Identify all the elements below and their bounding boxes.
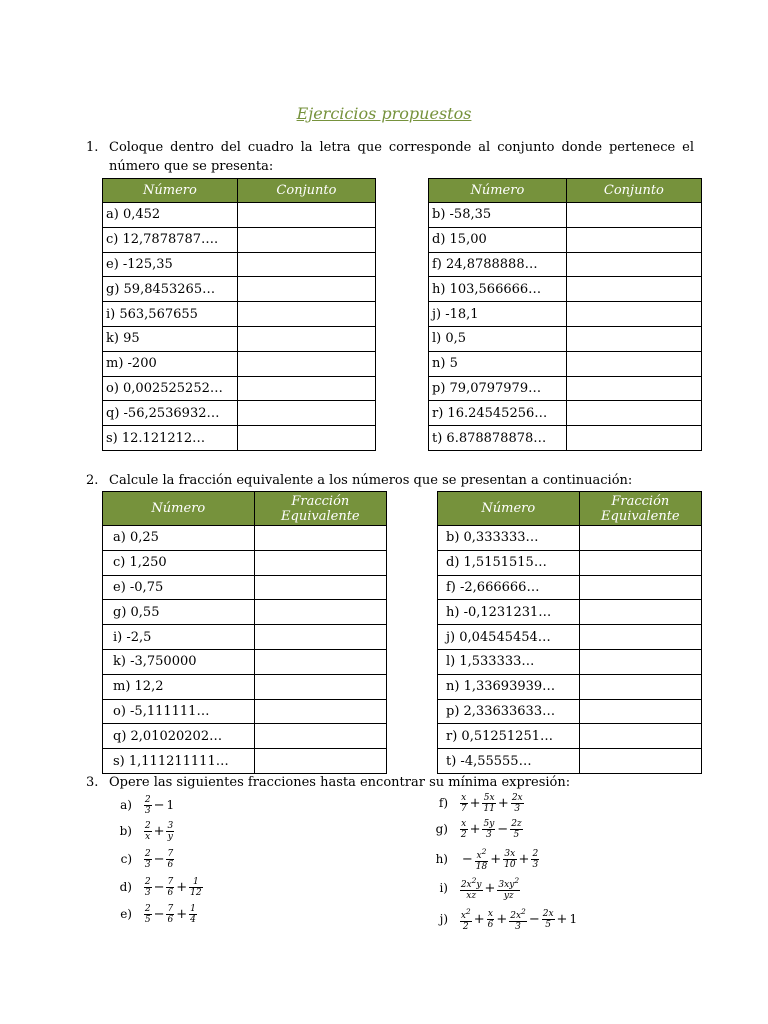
table-row bbox=[103, 550, 387, 575]
number-cell: r) 16.24545256… bbox=[429, 401, 567, 426]
answer-cell[interactable] bbox=[579, 550, 701, 575]
answer-cell[interactable] bbox=[579, 526, 701, 551]
table-row bbox=[103, 600, 387, 625]
number-cell: p) 79,0797979… bbox=[429, 376, 567, 401]
exercise-g: g) $\frac{x}{2}$ + $\frac{5y}{3}$ − $\frac{2z}{5}$ bbox=[428, 819, 523, 840]
column-header-numero: Número bbox=[103, 179, 238, 203]
table-row bbox=[429, 252, 702, 277]
table-row bbox=[103, 326, 376, 351]
answer-cell[interactable] bbox=[254, 674, 386, 699]
answer-cell[interactable] bbox=[566, 277, 701, 302]
table-row bbox=[103, 277, 376, 302]
number-cell: j) 0,04545454… bbox=[438, 625, 580, 650]
table-row bbox=[429, 203, 702, 228]
question-text: Coloque dentro del cuadro la letra que corresponde al conjunto donde pertenece el número que se presenta: bbox=[109, 140, 694, 174]
exercise-e: e) $\frac{2}{5}$ − $\frac{7}{6}$ + $\frac{1}{4}$ bbox=[112, 904, 197, 925]
answer-cell[interactable] bbox=[237, 227, 375, 252]
exercise-label: b) bbox=[119, 824, 132, 838]
answer-cell[interactable] bbox=[579, 674, 701, 699]
number-cell: m) 12,2 bbox=[103, 674, 255, 699]
answer-cell[interactable] bbox=[579, 600, 701, 625]
exercise-a: a) $\frac{2}{3}$ − 1 bbox=[112, 795, 174, 816]
table-row bbox=[103, 227, 376, 252]
table-row bbox=[429, 376, 702, 401]
table-row bbox=[103, 351, 376, 376]
answer-cell[interactable] bbox=[237, 277, 375, 302]
answer-cell[interactable] bbox=[254, 550, 386, 575]
table-row bbox=[103, 749, 387, 774]
table-row bbox=[103, 674, 387, 699]
answer-cell[interactable] bbox=[237, 326, 375, 351]
number-cell: i) 563,567655 bbox=[103, 302, 238, 327]
number-cell: e) -125,35 bbox=[103, 252, 238, 277]
exercise-label: i) bbox=[439, 881, 448, 895]
answer-cell[interactable] bbox=[237, 426, 375, 451]
answer-cell[interactable] bbox=[579, 575, 701, 600]
answer-cell[interactable] bbox=[254, 625, 386, 650]
answer-cell[interactable] bbox=[237, 203, 375, 228]
number-cell: b) -58,35 bbox=[429, 203, 567, 228]
table-row bbox=[438, 674, 702, 699]
table-row bbox=[438, 550, 702, 575]
table-q2-right bbox=[437, 491, 702, 774]
number-cell: l) 0,5 bbox=[429, 326, 567, 351]
answer-cell[interactable] bbox=[566, 203, 701, 228]
number-cell: s) 12.121212… bbox=[103, 426, 238, 451]
number-cell: s) 1,111211111… bbox=[103, 749, 255, 774]
table-row bbox=[429, 351, 702, 376]
number-cell: n) 1,33693939… bbox=[438, 674, 580, 699]
exercise-label: d) bbox=[119, 880, 132, 894]
question-number: 2. bbox=[86, 473, 99, 488]
exercise-d: d) $\frac{2}{3}$ − $\frac{7}{6}$ + $\frac{1}{12}$ bbox=[112, 877, 203, 898]
number-cell: m) -200 bbox=[103, 351, 238, 376]
number-cell: t) 6.878878878… bbox=[429, 426, 567, 451]
table-row bbox=[103, 203, 376, 228]
question-3 bbox=[86, 773, 694, 792]
answer-cell[interactable] bbox=[579, 625, 701, 650]
number-cell: i) -2,5 bbox=[103, 625, 255, 650]
exercise-label: h) bbox=[435, 852, 448, 866]
number-cell: t) -4,55555… bbox=[438, 749, 580, 774]
number-cell: h) 103,566666… bbox=[429, 277, 567, 302]
table-row bbox=[438, 600, 702, 625]
answer-cell[interactable] bbox=[237, 401, 375, 426]
table-row bbox=[103, 625, 387, 650]
table-row bbox=[103, 252, 376, 277]
number-cell: g) 59,8453265… bbox=[103, 277, 238, 302]
table-row bbox=[429, 227, 702, 252]
number-cell: k) 95 bbox=[103, 326, 238, 351]
number-cell: j) -18,1 bbox=[429, 302, 567, 327]
exercise-j: j) $\frac{x^2}{2}$ + $\frac{x}{6}$ + $\frac{2x^2}{3}$ − $\frac{2x}{5}$ + 1 bbox=[428, 907, 577, 932]
number-cell: q) 2,01020202… bbox=[103, 724, 255, 749]
question-1 bbox=[86, 138, 694, 176]
answer-cell[interactable] bbox=[237, 302, 375, 327]
number-cell: c) 1,250 bbox=[103, 550, 255, 575]
answer-cell[interactable] bbox=[579, 699, 701, 724]
question-number: 1. bbox=[86, 140, 99, 155]
number-cell: o) 0,002525252… bbox=[103, 376, 238, 401]
exercise-h: h) − $\frac{x^2}{18}$ + $\frac{3x}{10}$ + $\frac{2}{3}$ bbox=[428, 847, 539, 872]
number-cell: r) 0,51251251… bbox=[438, 724, 580, 749]
exercise-c: c) $\frac{2}{3}$ − $\frac{7}{6}$ bbox=[112, 849, 174, 870]
number-cell: e) -0,75 bbox=[103, 575, 255, 600]
answer-cell[interactable] bbox=[254, 575, 386, 600]
column-header-fraccion: Fracción Equivalente bbox=[254, 492, 386, 526]
table-row bbox=[103, 724, 387, 749]
number-cell: q) -56,2536932… bbox=[103, 401, 238, 426]
table-row bbox=[103, 376, 376, 401]
answer-cell[interactable] bbox=[237, 351, 375, 376]
number-cell: n) 5 bbox=[429, 351, 567, 376]
answer-cell[interactable] bbox=[566, 376, 701, 401]
table-row bbox=[103, 526, 387, 551]
number-cell: f) -2,666666… bbox=[438, 575, 580, 600]
table-row bbox=[438, 649, 702, 674]
answer-cell[interactable] bbox=[254, 649, 386, 674]
column-header-fraccion: Fracción Equivalente bbox=[579, 492, 701, 526]
table-row bbox=[429, 426, 702, 451]
table-row bbox=[103, 649, 387, 674]
number-cell: o) -5,111111… bbox=[103, 699, 255, 724]
table-row bbox=[438, 724, 702, 749]
number-cell: p) 2,33633633… bbox=[438, 699, 580, 724]
answer-cell[interactable] bbox=[566, 426, 701, 451]
answer-cell[interactable] bbox=[254, 526, 386, 551]
exercise-label: g) bbox=[435, 822, 448, 836]
table-q1-right bbox=[428, 178, 702, 451]
number-cell: k) -3,750000 bbox=[103, 649, 255, 674]
number-cell: c) 12,7878787…. bbox=[103, 227, 238, 252]
answer-cell[interactable] bbox=[566, 401, 701, 426]
table-q2-left bbox=[102, 491, 387, 774]
number-cell: g) 0,55 bbox=[103, 600, 255, 625]
column-header-conjunto: Conjunto bbox=[237, 179, 375, 203]
table-row bbox=[438, 749, 702, 774]
table-row bbox=[438, 575, 702, 600]
answer-cell[interactable] bbox=[254, 724, 386, 749]
column-header-numero: Número bbox=[438, 492, 580, 526]
table-row bbox=[429, 277, 702, 302]
exercise-b: b) $\frac{2}{x}$ + $\frac{3}{y}$ bbox=[112, 821, 174, 842]
number-cell: a) 0,25 bbox=[103, 526, 255, 551]
number-cell: d) 1,5151515… bbox=[438, 550, 580, 575]
table-row bbox=[429, 401, 702, 426]
column-header-numero: Número bbox=[103, 492, 255, 526]
number-cell: d) 15,00 bbox=[429, 227, 567, 252]
answer-cell[interactable] bbox=[579, 724, 701, 749]
answer-cell[interactable] bbox=[254, 600, 386, 625]
table-row bbox=[438, 625, 702, 650]
answer-cell[interactable] bbox=[566, 252, 701, 277]
table-row bbox=[103, 426, 376, 451]
exercise-label: e) bbox=[120, 907, 132, 921]
number-cell: h) -0,1231231… bbox=[438, 600, 580, 625]
answer-cell[interactable] bbox=[237, 252, 375, 277]
answer-cell[interactable] bbox=[579, 649, 701, 674]
number-cell: a) 0,452 bbox=[103, 203, 238, 228]
number-cell: b) 0,333333… bbox=[438, 526, 580, 551]
table-q1-left bbox=[102, 178, 376, 451]
table-row bbox=[438, 699, 702, 724]
question-number: 3. bbox=[86, 775, 99, 790]
answer-cell[interactable] bbox=[566, 227, 701, 252]
number-cell: f) 24,8788888… bbox=[429, 252, 567, 277]
table-row bbox=[103, 302, 376, 327]
table-row bbox=[429, 302, 702, 327]
exercise-label: c) bbox=[120, 852, 132, 866]
table-row bbox=[103, 575, 387, 600]
answer-cell[interactable] bbox=[566, 326, 701, 351]
column-header-conjunto: Conjunto bbox=[566, 179, 701, 203]
number-cell: l) 1,533333… bbox=[438, 649, 580, 674]
exercise-label: f) bbox=[438, 796, 448, 810]
exercise-label: a) bbox=[120, 798, 132, 812]
table-row bbox=[438, 526, 702, 551]
exercise-f: f) $\frac{x}{7}$ + $\frac{5x}{11}$ + $\frac{2x}{3}$ bbox=[428, 793, 524, 814]
answer-cell[interactable] bbox=[566, 302, 701, 327]
table-row bbox=[103, 699, 387, 724]
page-title: Ejercicios propuestos bbox=[296, 104, 472, 123]
question-2 bbox=[86, 471, 694, 490]
answer-cell[interactable] bbox=[579, 749, 701, 774]
table-row bbox=[103, 401, 376, 426]
question-text: Opere las siguientes fracciones hasta encontrar su mínima expresión: bbox=[109, 775, 571, 790]
answer-cell[interactable] bbox=[566, 351, 701, 376]
answer-cell[interactable] bbox=[254, 749, 386, 774]
column-header-numero: Número bbox=[429, 179, 567, 203]
table-row bbox=[429, 326, 702, 351]
answer-cell[interactable] bbox=[254, 699, 386, 724]
question-text: Calcule la fracción equivalente a los números que se presentan a continuación: bbox=[109, 473, 633, 488]
answer-cell[interactable] bbox=[237, 376, 375, 401]
exercise-i: i) $\frac{2x^2y}{xz}$ + $\frac{3xy^2}{yz}$ bbox=[428, 876, 520, 901]
exercise-label: j) bbox=[439, 912, 448, 926]
